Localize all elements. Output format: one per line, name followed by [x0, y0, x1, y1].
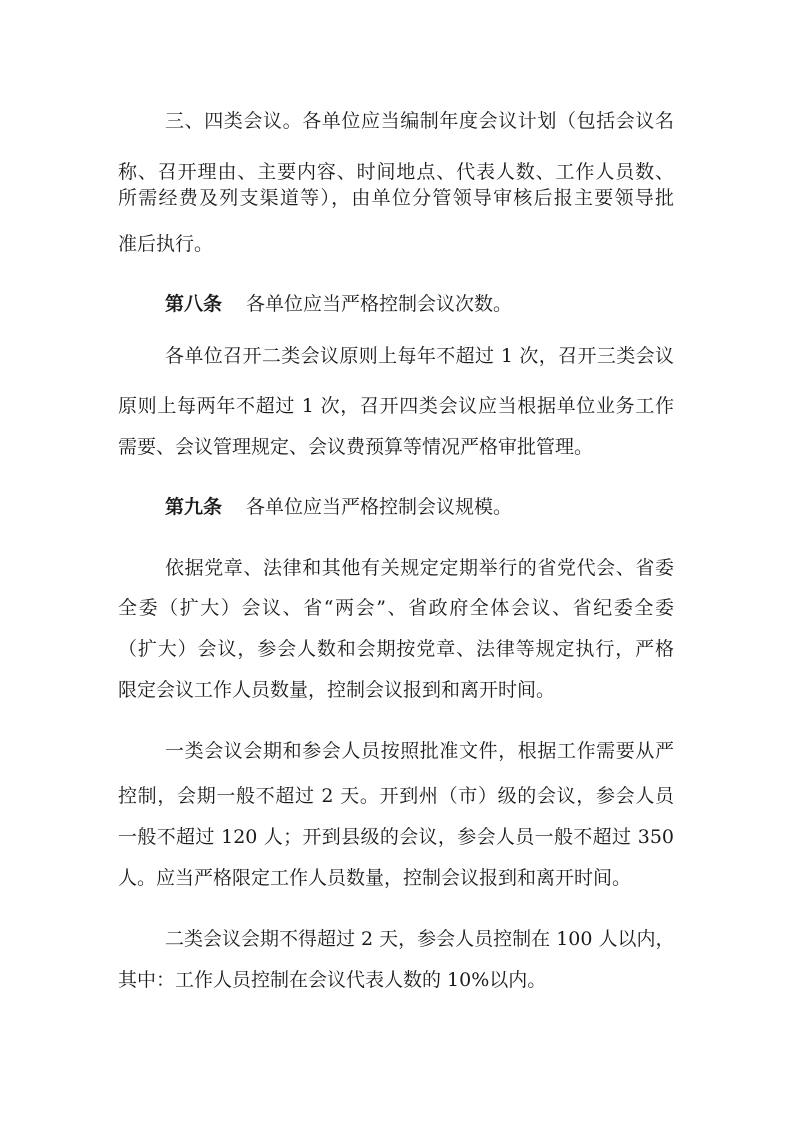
article-9-heading: [165, 495, 674, 519]
article-9-label: 第九条: [165, 496, 223, 518]
article-8-label: 第八条: [165, 293, 223, 315]
paragraph-1-line-1: 三、四类会议。各单位应当编制年度会议计划（包括会议名: [165, 110, 674, 132]
paragraph-6-line-2: 控制，会期一般不超过 2 天。开到州（市）级的会议，参会人员: [118, 785, 674, 807]
paragraph-6-line-1: 一类会议会期和参会人员按照批准文件，根据工作需要从严: [165, 740, 674, 762]
paragraph-5-line-3: （扩大）会议，参会人数和会期按党章、法律等规定执行，严格: [118, 638, 674, 660]
paragraph-5-line-2: 全委（扩大）会议、省“两会”、省政府全体会议、省纪委全委: [118, 597, 674, 619]
paragraph-1-line-4: 准后执行。: [118, 233, 214, 255]
paragraph-1-line-3: 所需经费及列支渠道等），由单位分管领导审核后报主要领导批: [118, 187, 674, 209]
article-8-heading: [165, 292, 674, 316]
paragraph-5-line-1: 依据党章、法律和其他有关规定定期举行的省党代会、省委: [165, 557, 674, 579]
paragraph-7-line-1: 二类会议会期不得超过 2 天，参会人员控制在 100 人以内，: [165, 928, 675, 950]
paragraph-6-line-4: 人。应当严格限定工作人员数量，控制会议报到和离开时间。: [118, 867, 632, 889]
paragraph-5-line-4: 限定会议工作人员数量，控制会议报到和离开时间。: [118, 679, 556, 701]
paragraph-7-line-2: 其中：工作人员控制在会议代表人数的 10%以内。: [118, 969, 547, 991]
paragraph-1-line-2: 称、召开理由、主要内容、时间地点、代表人数、工作人员数、: [118, 161, 674, 183]
paragraph-3-line-1: 各单位召开二类会议原则上每年不超过 1 次，召开三类会议: [165, 345, 674, 367]
article-9-text: 各单位应当严格控制会议规模。: [246, 496, 513, 518]
paragraph-3-line-2: 原则上每两年不超过 1 次，召开四类会议应当根据单位业务工作: [118, 395, 674, 417]
paragraph-6-line-3: 一般不超过 120 人；开到县级的会议，参会人员一般不超过 350: [118, 826, 674, 848]
article-8-text: 各单位应当严格控制会议次数。: [246, 293, 513, 315]
paragraph-3-line-3: 需要、会议管理规定、会议费预算等情况严格审批管理。: [118, 436, 594, 458]
